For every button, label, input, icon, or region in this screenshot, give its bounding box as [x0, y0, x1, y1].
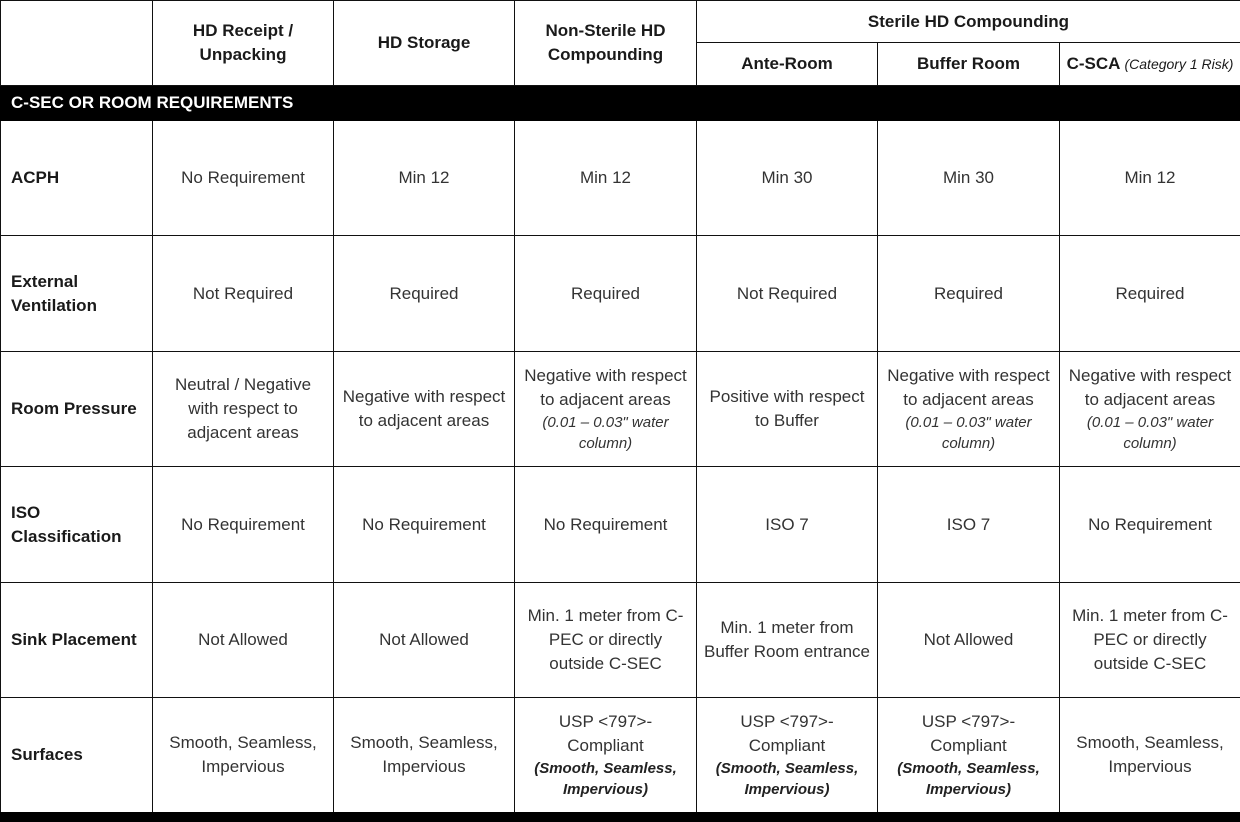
cell-iso-csca: No Requirement — [1060, 467, 1240, 583]
header-csca-label: C-SCA — [1066, 54, 1120, 73]
surfaces-ante-note: (Smooth, Seamless, Impervious) — [715, 760, 859, 798]
header-hd-storage: HD Storage — [334, 1, 515, 86]
header-corner — [1, 1, 153, 86]
pressure-nonsterile-note: (0.01 – 0.03" water column) — [542, 414, 669, 452]
cell-sink-nonsterile: Min. 1 meter from C-PEC or directly outside C-SEC — [515, 583, 697, 698]
cell-ventilation-buffer: Required — [878, 236, 1060, 352]
cell-ventilation-nonsterile: Required — [515, 236, 697, 352]
cell-sink-ante: Min. 1 meter from Buffer Room entrance — [697, 583, 878, 698]
surfaces-ante-text: USP <797>-Compliant — [740, 712, 834, 755]
header-csca-note: (Category 1 Risk) — [1124, 56, 1234, 72]
pressure-buffer-text: Negative with respect to adjacent areas — [887, 366, 1050, 409]
cell-iso-storage: No Requirement — [334, 467, 515, 583]
cell-surfaces-nonsterile — [515, 698, 697, 813]
table-row — [1, 467, 1240, 583]
surfaces-nonsterile-note: (Smooth, Seamless, Impervious) — [534, 760, 677, 798]
surfaces-buffer-note: (Smooth, Seamless, Impervious) — [897, 760, 1040, 798]
cell-sink-buffer: Not Allowed — [878, 583, 1060, 698]
cell-ventilation-storage: Required — [334, 236, 515, 352]
table-row — [1, 698, 1240, 813]
cell-acph-csca: Min 12 — [1060, 121, 1240, 236]
table-row — [1, 352, 1240, 467]
cell-ventilation-receipt: Not Required — [153, 236, 334, 352]
cell-acph-nonsterile: Min 12 — [515, 121, 697, 236]
row-label-iso: ISO Classification — [1, 467, 153, 583]
row-label-pressure: Room Pressure — [1, 352, 153, 467]
cell-sink-csca: Min. 1 meter from C-PEC or directly outside C-SEC — [1060, 583, 1240, 698]
section-row — [1, 86, 1240, 121]
pressure-csca-text: Negative with respect to adjacent areas — [1068, 366, 1232, 409]
cell-surfaces-receipt: Smooth, Seamless, Impervious — [153, 698, 334, 813]
cell-iso-receipt: No Requirement — [153, 467, 334, 583]
cell-acph-storage: Min 12 — [334, 121, 515, 236]
cell-acph-buffer: Min 30 — [878, 121, 1060, 236]
header-buffer-room: Buffer Room — [878, 43, 1060, 86]
pressure-nonsterile-text: Negative with respect to adjacent areas — [524, 366, 687, 409]
cell-iso-ante: ISO 7 — [697, 467, 878, 583]
header-non-sterile: Non-Sterile HD Compounding — [515, 1, 697, 86]
table-row — [1, 583, 1240, 698]
cell-sink-receipt: Not Allowed — [153, 583, 334, 698]
cell-ventilation-csca: Required — [1060, 236, 1240, 352]
cell-sink-storage: Not Allowed — [334, 583, 515, 698]
row-label-sink: Sink Placement — [1, 583, 153, 698]
cell-iso-buffer: ISO 7 — [878, 467, 1060, 583]
header-hd-receipt: HD Receipt / Unpacking — [153, 1, 334, 86]
header-ante-room: Ante-Room — [697, 43, 878, 86]
section-title: C-SEC OR ROOM REQUIREMENTS — [1, 86, 1240, 121]
pressure-buffer-note: (0.01 – 0.03" water column) — [905, 414, 1032, 452]
header-csca — [1060, 43, 1240, 86]
cell-pressure-nonsterile — [515, 352, 697, 467]
surfaces-nonsterile-text: USP <797>-Compliant — [558, 712, 653, 755]
cell-surfaces-csca: Smooth, Seamless, Impervious — [1060, 698, 1240, 813]
table-row — [1, 121, 1240, 236]
surfaces-buffer-text: USP <797>-Compliant — [921, 712, 1016, 755]
cell-pressure-receipt: Neutral / Negative with respect to adjacent areas — [153, 352, 334, 467]
row-label-surfaces: Surfaces — [1, 698, 153, 813]
cell-pressure-storage: Negative with respect to adjacent areas — [334, 352, 515, 467]
cell-pressure-buffer — [878, 352, 1060, 467]
table-row — [1, 236, 1240, 352]
cell-surfaces-storage: Smooth, Seamless, Impervious — [334, 698, 515, 813]
header-sterile-group: Sterile HD Compounding — [697, 1, 1240, 43]
row-label-ventilation: External Ventilation — [1, 236, 153, 352]
cell-acph-receipt: No Requirement — [153, 121, 334, 236]
cell-pressure-csca — [1060, 352, 1240, 467]
cell-surfaces-ante — [697, 698, 878, 813]
cell-surfaces-buffer — [878, 698, 1060, 813]
pressure-csca-note: (0.01 – 0.03" water column) — [1086, 414, 1214, 452]
cell-iso-nonsterile: No Requirement — [515, 467, 697, 583]
cell-acph-ante: Min 30 — [697, 121, 878, 236]
bottom-bar — [0, 812, 1240, 822]
row-label-acph: ACPH — [1, 121, 153, 236]
cell-ventilation-ante: Not Required — [697, 236, 878, 352]
cell-pressure-ante: Positive with respect to Buffer — [697, 352, 878, 467]
